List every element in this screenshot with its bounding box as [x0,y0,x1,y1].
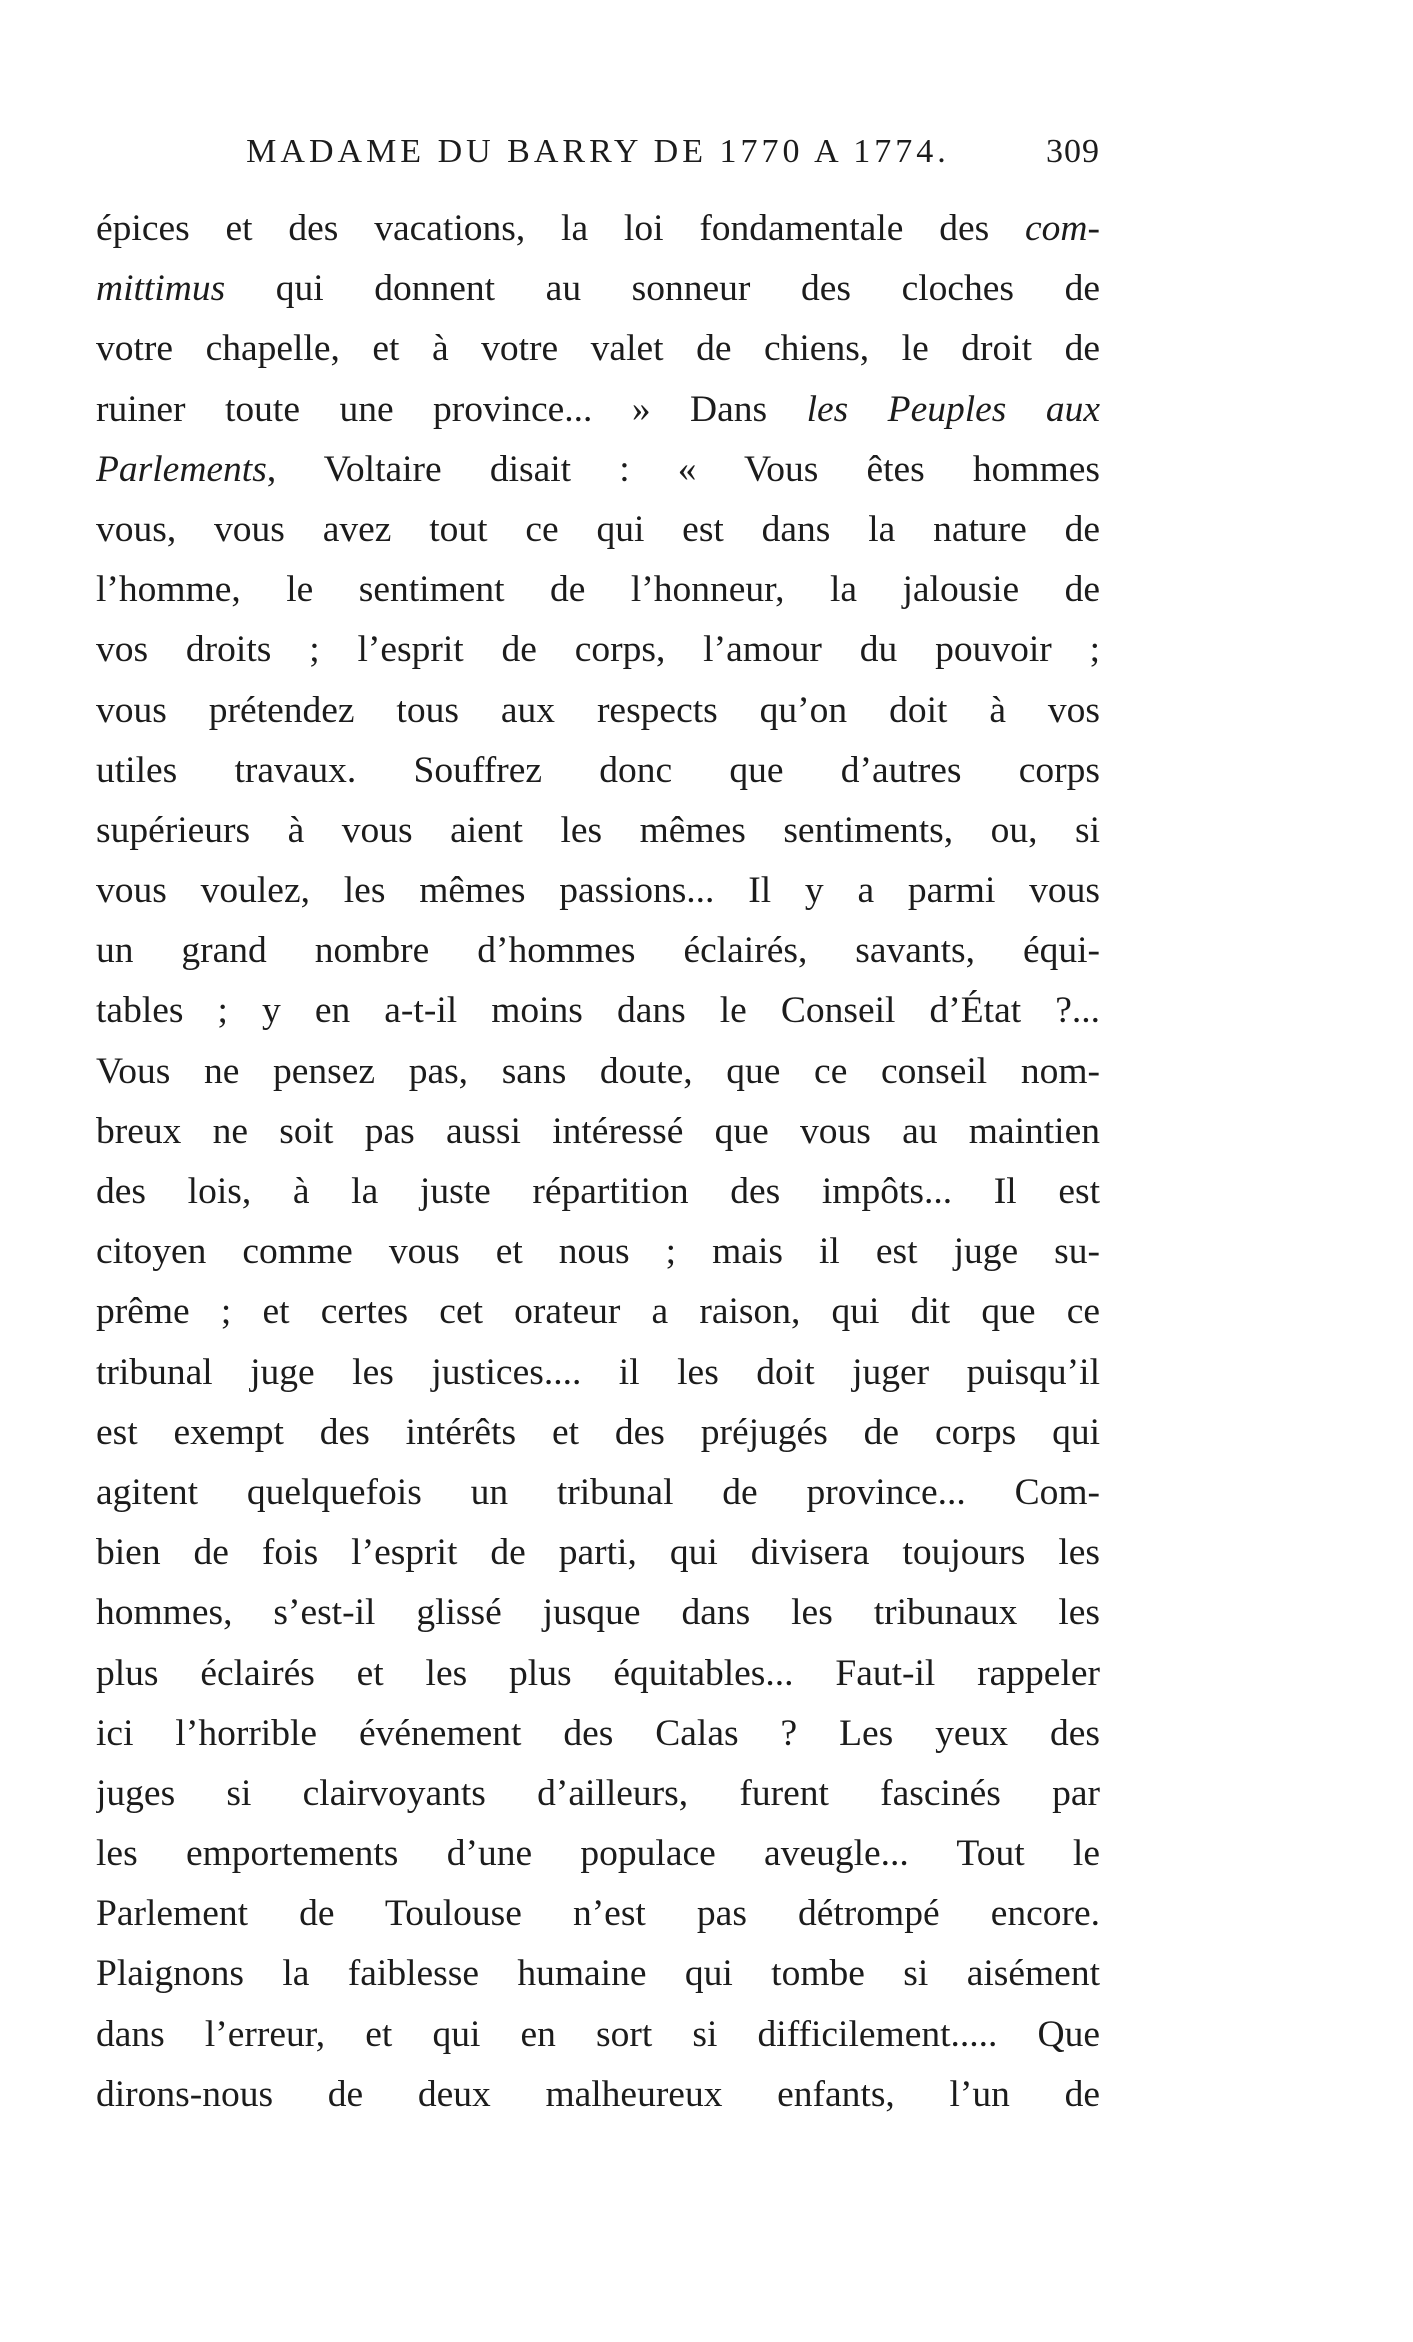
italic-text: les Peuples aux [806,388,1100,430]
text-segment: breux ne soit pas aussi intéressé que vous au maintien [96,1110,1100,1152]
text-line [96,2005,1100,2065]
text-segment: dans l’erreur, et qui en sort si difficilement..... Que [96,2013,1100,2055]
text-line [96,1944,1100,2004]
text-segment: des lois, à la juste répartition des impôts... Il est [96,1171,1100,1212]
text-segment: les emportements d’une populace aveugle... Tout le [96,1833,1100,1875]
text-segment: un grand nombre d’hommes éclairés, savants, équi- [96,930,1100,972]
running-head-title: MADAME DU BARRY DE 1770 A 1774. [246,133,950,170]
text-line [96,1102,1100,1162]
text-line [96,1162,1100,1222]
text-segment: juges si clairvoyants d’ailleurs, furent fascinés par [96,1772,1100,1814]
text-line [96,1704,1100,1764]
text-line [96,500,1100,560]
body-text [96,199,1100,2125]
text-segment: ici l’horrible événement des Calas ? Les yeux des [96,1712,1100,1754]
text-line [96,741,1100,801]
text-segment: citoyen comme vous et nous ; mais il est juge su- [96,1231,1100,1273]
text-line [96,921,1100,981]
text-line [96,1042,1100,1102]
text-line [96,560,1100,620]
text-segment: vous voulez, les mêmes passions... Il y a parmi vous [96,870,1100,912]
text-segment: votre chapelle, et à votre valet de chiens, le droit de [96,328,1100,370]
text-segment: qui donnent au sonneur des cloches de [225,268,1100,310]
text-line [96,1463,1100,1523]
text-line [96,1222,1100,1282]
text-segment: l’homme, le sentiment de l’honneur, la jalousie de [96,569,1100,611]
text-line [96,1523,1100,1583]
text-segment: Plaignons la faiblesse humaine qui tombe si aisément [96,1953,1100,1995]
text-line [96,1343,1100,1403]
text-segment: bien de fois l’esprit de parti, qui divisera toujours les [96,1532,1100,1574]
text-segment: tables ; y en a-t-il moins dans le Conseil d’État ?... [96,990,1100,1032]
text-segment: Vous ne pensez pas, sans doute, que ce conseil nom- [96,1050,1100,1092]
text-line [96,1764,1100,1824]
text-line [96,319,1100,379]
text-line [96,440,1100,500]
text-line [96,1824,1100,1884]
text-segment: vous prétendez tous aux respects qu’on doit à vos [96,689,1100,731]
text-segment: dirons-nous de deux malheureux enfants, l’un de [96,2073,1100,2115]
text-line [96,1583,1100,1643]
italic-text: Parlements [96,448,267,490]
text-segment: supérieurs à vous aient les mêmes sentiments, ou, si [96,809,1100,851]
text-segment: hommes, s’est-il glissé jusque dans les tribunaux les [96,1592,1100,1634]
text-line [96,801,1100,861]
text-segment: vos droits ; l’esprit de corps, l’amour du pouvoir ; [96,629,1100,671]
text-line [96,1282,1100,1342]
text-segment: agitent quelquefois un tribunal de province... Com- [96,1471,1100,1513]
text-segment: , Voltaire disait : « Vous êtes hommes [266,448,1100,490]
text-line [96,380,1100,440]
italic-text: com- [1025,208,1100,249]
text-segment: est exempt des intérêts et des préjugés de corps qui [96,1411,1100,1453]
text-line [96,199,1100,259]
text-line [96,981,1100,1041]
text-line [96,1884,1100,1944]
text-line [96,1403,1100,1463]
text-segment: ruiner toute une province... » Dans [96,388,807,430]
text-segment: Parlement de Toulouse n’est pas détrompé encore. [96,1893,1100,1935]
text-segment: tribunal juge les justices.... il les doit juger puisqu’il [96,1351,1100,1393]
text-line [96,2065,1100,2125]
text-line [96,861,1100,921]
text-segment: vous, vous avez tout ce qui est dans la nature de [96,508,1100,550]
text-line [96,620,1100,680]
text-segment: prême ; et certes cet orateur a raison, qui dit que ce [96,1291,1100,1333]
italic-text: mittimus [96,268,226,310]
text-line [96,681,1100,741]
text-line [96,1644,1100,1704]
running-head [96,128,1100,176]
text-line [96,259,1100,319]
text-segment: utiles travaux. Souffrez donc que d’autres corps [96,749,1100,791]
text-segment: épices et des vacations, la loi fondamentale des [96,208,1026,249]
page-number: 309 [1046,133,1100,170]
text-segment: plus éclairés et les plus équitables... Faut-il rappeler [96,1652,1100,1694]
